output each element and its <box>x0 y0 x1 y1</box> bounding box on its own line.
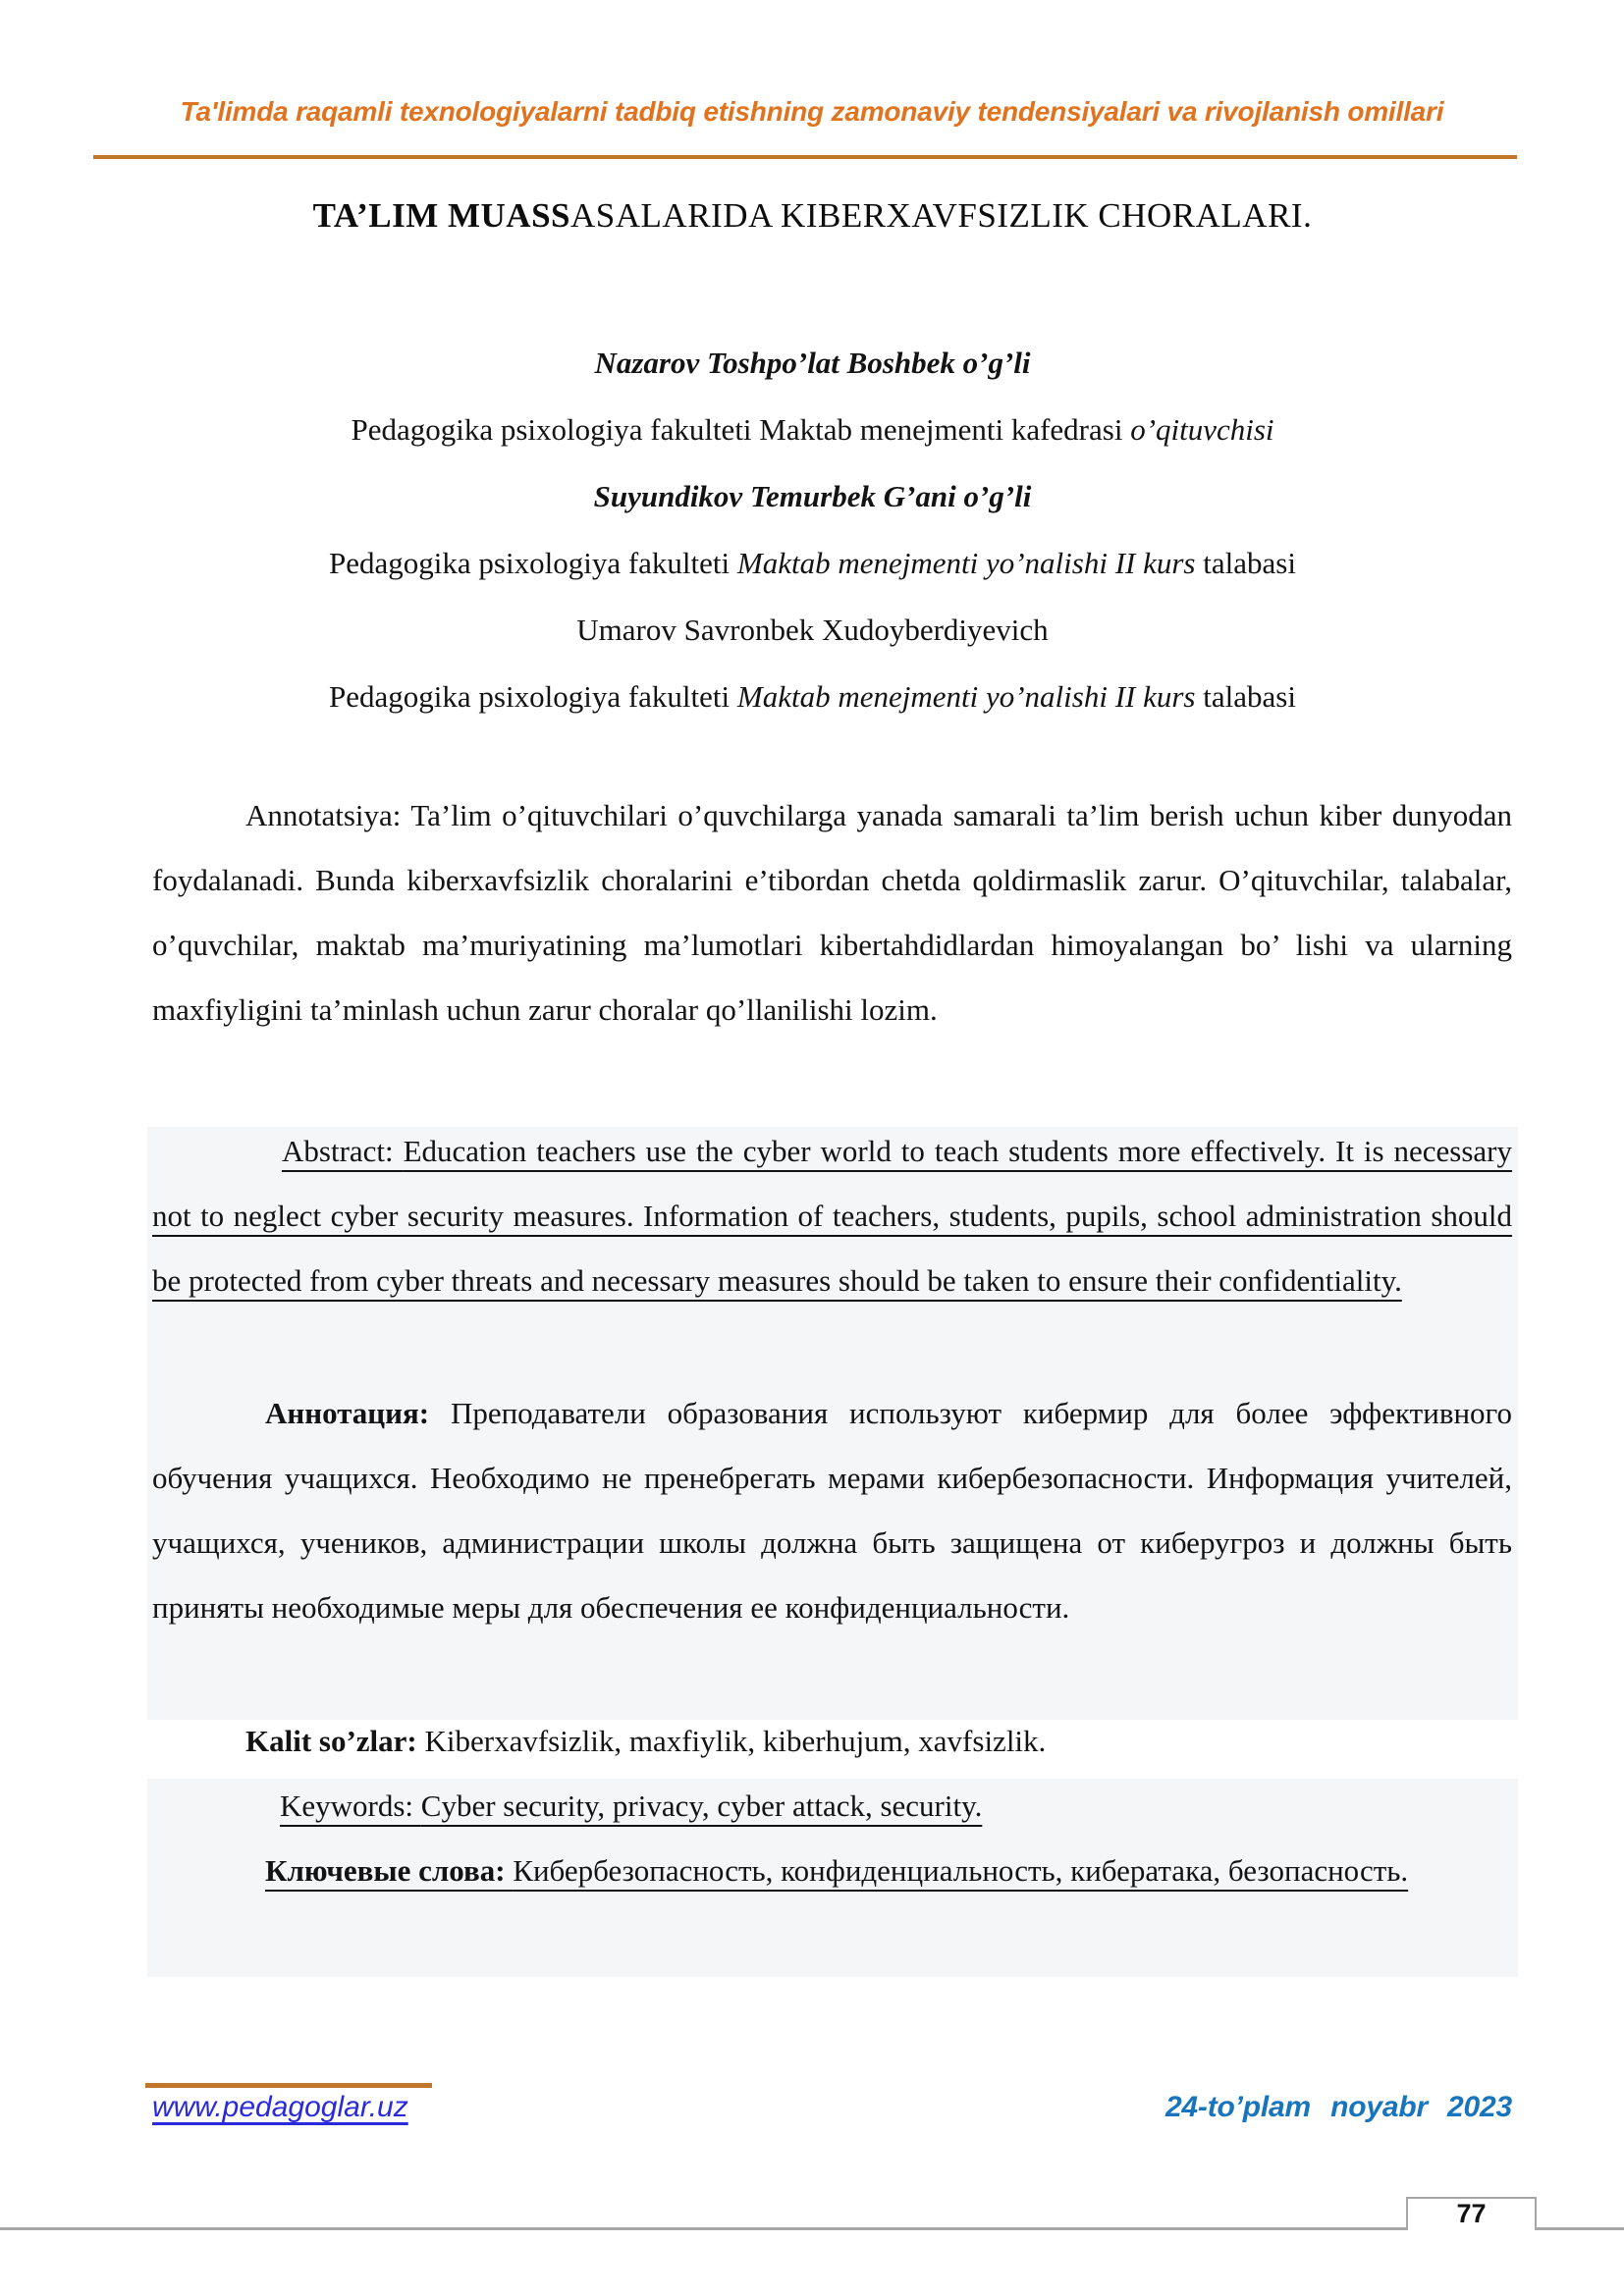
affiliation-2-program: Maktab menejmenti yo’nalishi II kurs <box>736 546 1196 580</box>
keywords-uz-text: Kiberxavfsizlik, maxfiylik, kiberhujum, xavfsizlik. <box>424 1724 1047 1758</box>
abstract-en-text: Education teachers use the cyber world to teach students more effectively. It is necessary not to neglect cyber security measures. Information of teachers, students, pupils, school administration should be protected from cyber threats and necessary measures should be taken to ensure their confidentiality. <box>152 1134 1512 1298</box>
abstract-en-paragraph <box>152 1119 1512 1313</box>
abstract-en-label: Abstract: <box>282 1134 404 1168</box>
author-block <box>103 330 1522 730</box>
annotation-ru-paragraph <box>152 1381 1512 1640</box>
affiliation-3-plain: Pedagogika psixologiya fakulteti <box>329 679 737 714</box>
keywords-ru-paragraph <box>152 1839 1512 1903</box>
affiliation-1-plain: Pedagogika psixologiya fakulteti Maktab menejmenti kafedrasi <box>351 412 1131 447</box>
annotation-ru-label: Аннотация: <box>265 1396 451 1430</box>
issue-label: 24-to’plam noyabr 2023 <box>1164 2091 1512 2123</box>
affiliation-1-role: o’qituvchisi <box>1130 412 1274 447</box>
affiliation-2-plain: Pedagogika psixologiya fakulteti <box>329 546 737 580</box>
article-title-rest: ASALARIDA KIBERXAVFSIZLIK CHORALARI. <box>570 196 1313 235</box>
annotation-uz-paragraph <box>152 783 1512 1042</box>
footer-rule <box>145 2083 432 2088</box>
author-affiliation-3 <box>103 664 1522 730</box>
header-rule <box>93 155 1517 159</box>
bottom-rule <box>0 2227 1624 2230</box>
keywords-en-text: Cyber security, privacy, cyber attack, security. <box>420 1789 983 1823</box>
keywords-ru-text: Кибербезопасность, конфиденциальность, кибератака, безопасность. <box>513 1853 1409 1888</box>
keywords-en-label: Keywords: <box>280 1789 421 1823</box>
author-affiliation-1 <box>103 397 1522 463</box>
affiliation-3-suffix: talabasi <box>1195 679 1296 714</box>
page-number: 77 <box>1406 2197 1537 2230</box>
annotation-uz-label: Annotatsiya: <box>245 798 411 832</box>
annotation-ru-text: Преподаватели образования используют кибермир для более эффективного обучения учащихся. Необходимо не пренебрегать мерами кибербезопасности. Информация учителей, учащихся, учеников, администрации школы должна быть защищена от киберугроз и должны быть приняты необходимые меры для обеспечения ее конфиденциальности. <box>152 1396 1512 1625</box>
annotation-uz-text: Ta’lim o’qituvchilari o’quvchilarga yanada samarali ta’lim berish uchun kiber dunyodan foydalanadi. Bunda kiberxavfsizlik choralarini e’tibordan chetda qoldirmaslik zarur. O’qituvchilar, talabalar, o’quvchilar, maktab ma’muriyatining ma’lumotlari kibertahdidlardan himoyalangan bo’ lishi va ularning maxfiyligini ta’minlash uchun zarur choralar qo’llanilishi lozim. <box>152 798 1512 1027</box>
keywords-en-paragraph <box>152 1774 1512 1839</box>
keywords-ru-label: Ключевые слова: <box>265 1853 514 1888</box>
site-link[interactable]: www.pedagoglar.uz <box>152 2091 408 2123</box>
author-name-2: Suyundikov Temurbek G’ani o’g’li <box>593 479 1032 513</box>
running-head: Ta'limda raqamli texnologiyalarni tadbiq etishning zamonaviy tendensiyalari va rivojlanish omillari <box>180 96 1444 127</box>
author-name-1: Nazarov Toshpo’lat Boshbek o’g’li <box>594 346 1031 380</box>
author-affiliation-2 <box>103 530 1522 597</box>
affiliation-3-program: Maktab menejmenti yo’nalishi II kurs <box>736 679 1196 714</box>
article-title-bold-part: TA’LIM MUASS <box>312 196 571 235</box>
keywords-uz-label: Kalit so’zlar: <box>245 1724 425 1758</box>
article-title <box>133 196 1492 236</box>
keywords-uz-paragraph <box>152 1709 1512 1774</box>
affiliation-2-suffix: talabasi <box>1195 546 1296 580</box>
author-name-3: Umarov Savronbek Xudoyberdiyevich <box>576 613 1049 647</box>
